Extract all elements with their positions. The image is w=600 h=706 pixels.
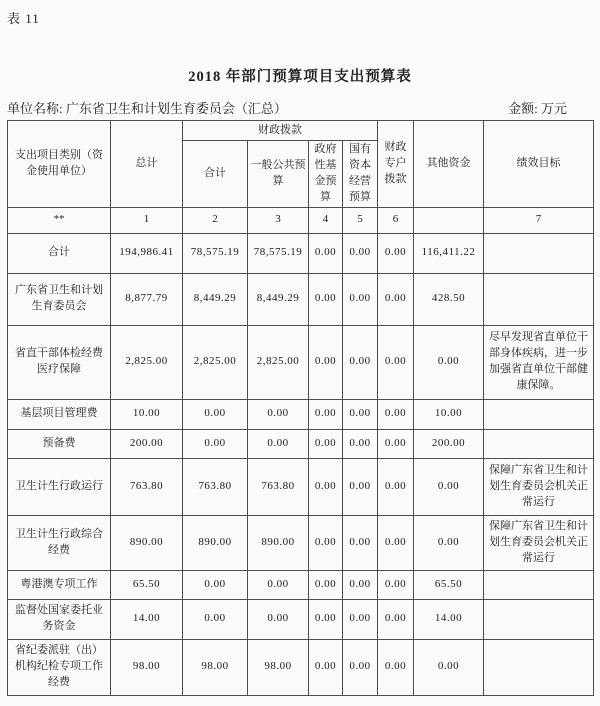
code-cell: 4 [309, 207, 343, 233]
value-cell: 0.00 [414, 458, 484, 515]
value-cell: 200.00 [111, 429, 183, 458]
value-cell: 0.00 [309, 515, 343, 570]
value-cell: 0.00 [309, 399, 343, 429]
performance-goal-cell: 保障广东省卫生和计划生育委员会机关正常运行 [484, 458, 594, 515]
performance-goal-cell [484, 599, 594, 639]
col-header-special-account: 财政专户拨款 [378, 121, 414, 208]
table-row [8, 599, 594, 639]
value-cell: 0.00 [343, 458, 378, 515]
value-cell: 98.00 [111, 639, 183, 695]
performance-goal-cell [484, 429, 594, 458]
value-cell: 0.00 [343, 639, 378, 695]
value-cell: 0.00 [248, 599, 309, 639]
value-cell: 8,877.79 [111, 273, 183, 325]
value-cell: 0.00 [378, 325, 414, 399]
value-cell: 0.00 [309, 639, 343, 695]
row-label-cell: 预备费 [8, 429, 111, 458]
table-row [8, 458, 594, 515]
value-cell: 200.00 [414, 429, 484, 458]
value-cell: 0.00 [248, 429, 309, 458]
header-row-1 [8, 121, 594, 141]
table-row [8, 429, 594, 458]
value-cell: 0.00 [343, 233, 378, 273]
value-cell: 0.00 [309, 325, 343, 399]
col-header-fiscal-subtotal: 合计 [183, 141, 248, 208]
table-row [8, 570, 594, 599]
code-cell: 2 [183, 207, 248, 233]
performance-goal-cell: 保障广东省卫生和计划生育委员会机关正常运行 [484, 515, 594, 570]
table-row [8, 273, 594, 325]
performance-goal-cell [484, 399, 594, 429]
row-label-cell: 合计 [8, 233, 111, 273]
col-header-performance: 绩效目标 [484, 121, 594, 208]
performance-goal-cell [484, 639, 594, 695]
value-cell: 78,575.19 [248, 233, 309, 273]
value-cell: 0.00 [343, 325, 378, 399]
value-cell: 0.00 [378, 570, 414, 599]
value-cell: 98.00 [248, 639, 309, 695]
col-header-gov-fund-budget: 政府性基金预算 [309, 141, 343, 208]
performance-goal-cell [484, 273, 594, 325]
value-cell: 14.00 [111, 599, 183, 639]
value-cell: 0.00 [309, 233, 343, 273]
col-header-state-capital-budget: 国有资本经营预算 [343, 141, 378, 208]
value-cell: 763.80 [183, 458, 248, 515]
value-cell: 0.00 [343, 399, 378, 429]
value-cell: 78,575.19 [183, 233, 248, 273]
value-cell: 0.00 [309, 458, 343, 515]
row-label-cell: 卫生计生行政综合经费 [8, 515, 111, 570]
table-number-tag: 表 11 [7, 11, 40, 26]
value-cell: 0.00 [378, 429, 414, 458]
value-cell: 0.00 [343, 429, 378, 458]
value-cell: 0.00 [378, 458, 414, 515]
value-cell: 890.00 [183, 515, 248, 570]
value-cell: 0.00 [378, 399, 414, 429]
code-cell [414, 207, 484, 233]
value-cell: 65.50 [414, 570, 484, 599]
code-cell: 5 [343, 207, 378, 233]
row-label-cell: 基层项目管理费 [8, 399, 111, 429]
value-cell: 14.00 [414, 599, 484, 639]
value-cell: 763.80 [111, 458, 183, 515]
row-label-cell: 粤港澳专项工作 [8, 570, 111, 599]
value-cell: 0.00 [183, 570, 248, 599]
column-code-row [8, 207, 594, 233]
value-cell: 10.00 [111, 399, 183, 429]
value-cell: 0.00 [309, 273, 343, 325]
value-cell: 763.80 [248, 458, 309, 515]
value-cell: 0.00 [378, 233, 414, 273]
value-cell: 0.00 [414, 639, 484, 695]
value-cell: 0.00 [309, 570, 343, 599]
value-cell: 8,449.29 [248, 273, 309, 325]
performance-goal-cell [484, 570, 594, 599]
meta-line [7, 98, 593, 117]
col-header-category: 支出项目类别（资金使用单位） [8, 121, 111, 208]
value-cell: 0.00 [183, 399, 248, 429]
value-cell: 0.00 [414, 325, 484, 399]
value-cell: 890.00 [248, 515, 309, 570]
value-cell: 0.00 [378, 273, 414, 325]
value-cell: 2,825.00 [183, 325, 248, 399]
row-label-cell: 卫生计生行政运行 [8, 458, 111, 515]
value-cell: 0.00 [309, 599, 343, 639]
table-row [8, 399, 594, 429]
value-cell: 0.00 [183, 429, 248, 458]
value-cell: 0.00 [378, 515, 414, 570]
value-cell: 0.00 [343, 570, 378, 599]
document-title: 2018 年部门预算项目支出预算表 [188, 69, 412, 85]
value-cell: 0.00 [414, 515, 484, 570]
value-cell: 0.00 [248, 570, 309, 599]
value-cell: 0.00 [378, 639, 414, 695]
col-header-general-public-budget: 一般公共预算 [248, 141, 309, 208]
value-cell: 0.00 [183, 599, 248, 639]
value-cell: 8,449.29 [183, 273, 248, 325]
value-cell: 10.00 [414, 399, 484, 429]
value-cell: 2,825.00 [248, 325, 309, 399]
row-label-cell: 广东省卫生和计划生育委员会 [8, 273, 111, 325]
value-cell: 2,825.00 [111, 325, 183, 399]
amount-unit-text: 金额: 万元 [508, 101, 567, 116]
value-cell: 116,411.22 [414, 233, 484, 273]
table-row [8, 515, 594, 570]
value-cell: 428.50 [414, 273, 484, 325]
value-cell: 98.00 [183, 639, 248, 695]
col-header-total: 总计 [111, 121, 183, 208]
col-header-other-funds: 其他资金 [414, 121, 484, 208]
row-label-cell: 省纪委派驻（出）机构纪检专项工作经费 [8, 639, 111, 695]
performance-goal-cell: 尽早发现省直单位干部身体疾病，进一步加强省直单位干部健康保障。 [484, 325, 594, 399]
col-header-fiscal-group: 财政拨款 [183, 121, 378, 141]
code-cell: 1 [111, 207, 183, 233]
table-row [8, 233, 594, 273]
value-cell: 0.00 [343, 599, 378, 639]
value-cell: 0.00 [343, 515, 378, 570]
code-cell: ** [8, 207, 111, 233]
code-cell: 6 [378, 207, 414, 233]
unit-name-text: 单位名称: 广东省卫生和计划生育委员会（汇总） [7, 101, 287, 116]
value-cell: 0.00 [378, 599, 414, 639]
table-row [8, 639, 594, 695]
code-cell: 3 [248, 207, 309, 233]
value-cell: 65.50 [111, 570, 183, 599]
value-cell: 0.00 [248, 399, 309, 429]
table-row [8, 325, 594, 399]
row-label-cell: 监督处国家委托业务资金 [8, 599, 111, 639]
code-cell: 7 [484, 207, 594, 233]
value-cell: 194,986.41 [111, 233, 183, 273]
value-cell: 890.00 [111, 515, 183, 570]
row-label-cell: 省直干部体检经费医疗保障 [8, 325, 111, 399]
budget-table [7, 120, 594, 696]
performance-goal-cell [484, 233, 594, 273]
value-cell: 0.00 [343, 273, 378, 325]
value-cell: 0.00 [309, 429, 343, 458]
